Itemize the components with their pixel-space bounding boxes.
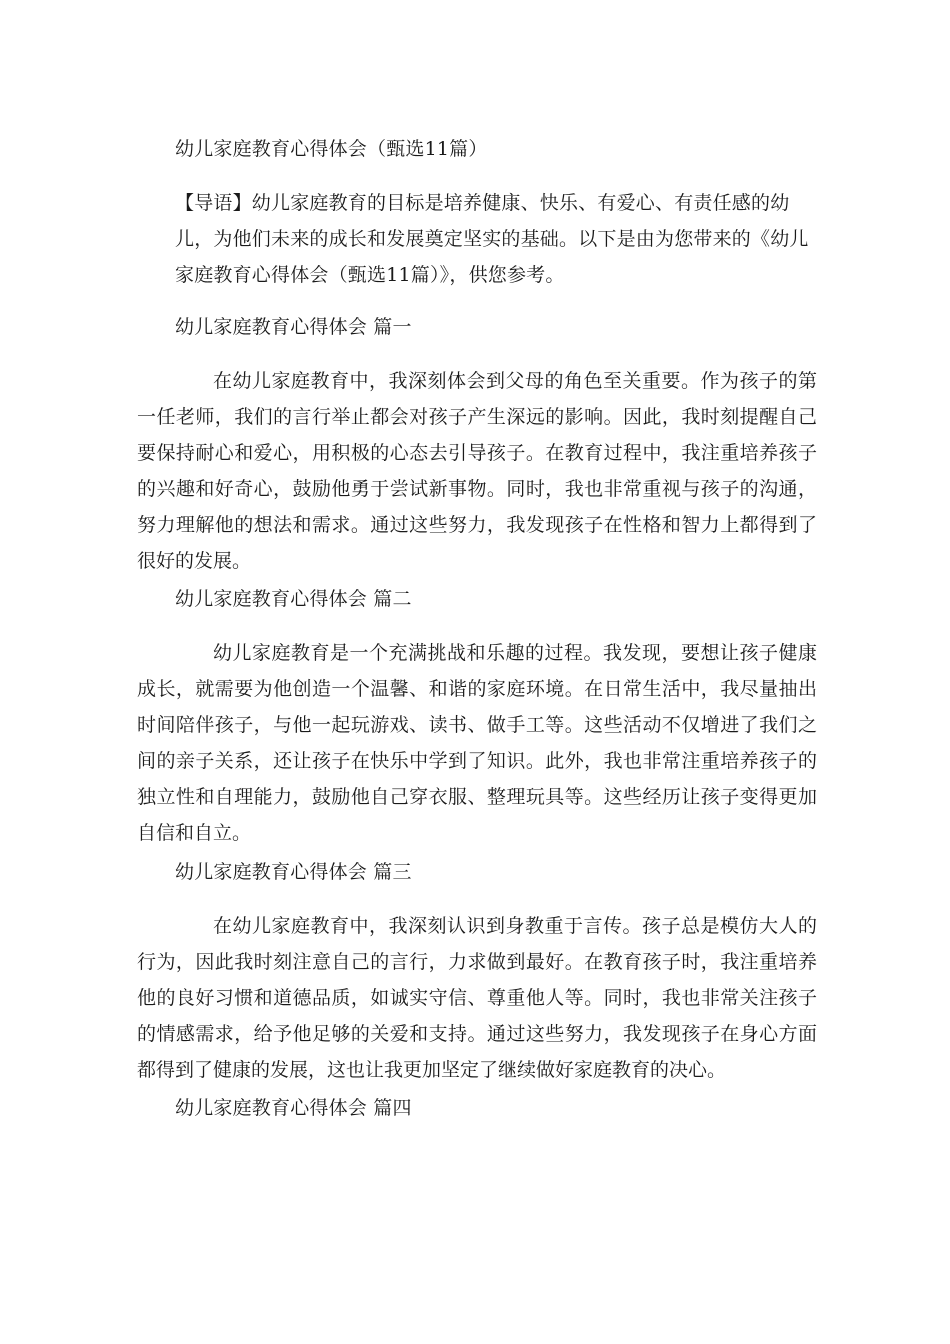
intro-paragraph: 【导语】幼儿家庭教育的目标是培养健康、快乐、有爱心、有责任感的幼儿，为他们未来的成长和发展奠定坚实的基础。以下是由为您带来的《幼儿家庭教育心得体会（甄选11篇）》，供您参考。 [175,192,809,286]
document-title: 幼儿家庭教育心得体会（甄选11篇） [175,138,488,160]
section-body-3: 在幼儿家庭教育中，我深刻认识到身教重于言传。孩子总是模仿大人的行为，因此我时刻注意自己的言行，力求做到最好。在教育孩子时，我注重培养他的良好习惯和道德品质，如诚实守信、尊重他人等。同时，我也非常关注孩子的情感需求，给予他足够的关爱和支持。通过这些努力，我发现孩子在身心方面都得到了健康的发展，这也让我更加坚定了继续做好家庭教育的决心。 [137,915,817,1081]
section-body-1: 在幼儿家庭教育中，我深刻体会到父母的角色至关重要。作为孩子的第一任老师，我们的言行举止都会对孩子产生深远的影响。因此，我时刻提醒自己要保持耐心和爱心，用积极的心态去引导孩子。在教育过程中，我注重培养孩子的兴趣和好奇心，鼓励他勇于尝试新事物。同时，我也非常重视与孩子的沟通，努力理解他的想法和需求。通过这些努力，我发现孩子在性格和智力上都得到了很好的发展。 [137,370,817,572]
section-heading-4: 幼儿家庭教育心得体会 篇四 [175,1097,412,1119]
section-body-2: 幼儿家庭教育是一个充满挑战和乐趣的过程。我发现，要想让孩子健康成长，就需要为他创造一个温馨、和谐的家庭环境。在日常生活中，我尽量抽出时间陪伴孩子，与他一起玩游戏、读书、做手工等。这些活动不仅增进了我们之间的亲子关系，还让孩子在快乐中学到了知识。此外，我也非常注重培养孩子的独立性和自理能力，鼓励他自己穿衣服、整理玩具等。这些经历让孩子变得更加自信和自立。 [137,642,817,844]
section-heading-2: 幼儿家庭教育心得体会 篇二 [175,588,412,610]
section-heading-3: 幼儿家庭教育心得体会 篇三 [175,861,412,883]
section-heading-1: 幼儿家庭教育心得体会 篇一 [175,316,412,338]
